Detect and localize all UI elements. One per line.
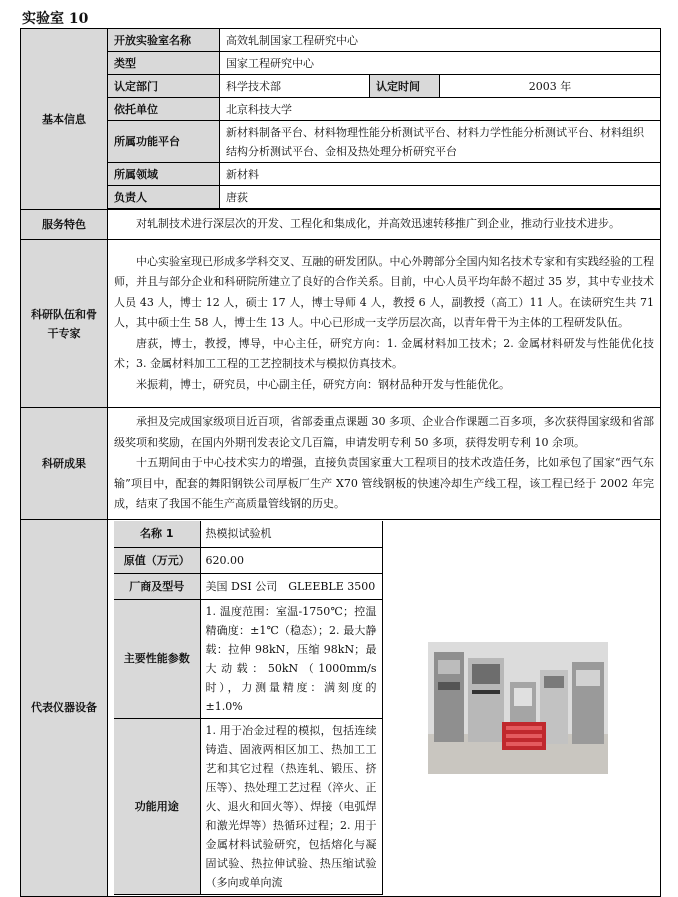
leader-label: 负责人 bbox=[108, 186, 220, 209]
unit-value: 北京科技大学 bbox=[220, 98, 661, 121]
unit-label: 依托单位 bbox=[108, 98, 220, 121]
platform-label: 所属功能平台 bbox=[108, 121, 220, 163]
platform-value: 新材料制备平台、材料物理性能分析测试平台、材料力学性能分析测试平台、材料组织结构分析测试平台、金相及热处理分析研究平台 bbox=[220, 121, 661, 163]
team-paragraph: 中心实验室现已形成多学科交叉、互融的研发团队。中心外聘部分全国内知名技术专家和有实践经验的工程师，并且与部分企业和科研院所建立了良好的合作关系。目前，中心人员平均年龄不超过 35 岁，其中专业技术人员 43 人，博士 12 人，硕士 17 人，博士导师 4 人，教授 6 人，副教授（高工）11 人。在读研究生共 71 人，其中硕士生 58 人，博士生 13 人。中心已形成一支学历层次高，以青年骨干为主体的工程研发队伍。 bbox=[114, 254, 655, 330]
field-label: 所属领域 bbox=[108, 163, 220, 186]
equip-price-label: 原值（万元） bbox=[114, 547, 200, 573]
features-paragraph: 对轧制技术进行深层次的开发、工程化和集成化，并高效迅速转移推广到企业，推动行业技术进步。 bbox=[136, 217, 620, 231]
equipment-cell bbox=[108, 520, 661, 897]
dept-label: 认定部门 bbox=[108, 75, 220, 98]
section-basic-info: 基本信息 bbox=[21, 29, 108, 210]
equipment-photo bbox=[428, 642, 608, 774]
section-features: 服务特色 bbox=[21, 210, 108, 240]
page-title: 实验室 10 bbox=[22, 11, 89, 27]
equip-use-value: 1. 用于冶金过程的模拟，包括连续铸造、固液两相区加工、热加工工艺和其它过程（热连轧、锻压、挤压等）、热处理工艺过程（淬火、正火、退火和回火等）、焊接（电弧焊和激光焊等）热循环过程；2. 用于金属材料试验研究，包括熔化与凝固试验、热拉伸试验、热压缩试验（多向或单向流 bbox=[200, 718, 382, 894]
lab-info-table bbox=[20, 28, 661, 897]
results-paragraph: 承担及完成国家级项目近百项，省部委重点课题 30 多项、企业合作课题二百多项，多次获得国家级和省部级奖项和奖励，在国内外期刊发表论文几百篇，申请发明专利 50 多项，获得发明专利 10 余项。 bbox=[114, 415, 655, 449]
lab-name-value: 高效轧制国家工程研究中心 bbox=[220, 29, 661, 52]
section-results: 科研成果 bbox=[21, 408, 108, 520]
time-value: 2003 年 bbox=[440, 75, 661, 98]
equip-maker-value: 美国 DSI 公司 GLEEBLE 3500 bbox=[200, 573, 382, 599]
team-paragraph: 米振莉，博士，研究员，中心副主任，研究方向：钢材品种开发与性能优化。 bbox=[136, 377, 510, 391]
equip-name-value: 热模拟试验机 bbox=[200, 521, 382, 547]
features-text bbox=[108, 210, 661, 240]
equip-maker-label: 厂商及型号 bbox=[114, 573, 200, 599]
equip-price-value: 620.00 bbox=[200, 547, 382, 573]
leader-value: 唐荻 bbox=[220, 186, 661, 209]
equipment-photo-icon bbox=[428, 642, 608, 774]
equip-specs-label: 主要性能参数 bbox=[114, 599, 200, 718]
type-value: 国家工程研究中心 bbox=[220, 52, 661, 75]
section-equipment: 代表仪器设备 bbox=[21, 520, 108, 897]
results-text bbox=[108, 408, 661, 520]
equipment-photo-cell bbox=[382, 521, 654, 894]
field-value: 新材料 bbox=[220, 163, 661, 186]
equip-use-label: 功能用途 bbox=[114, 718, 200, 894]
section-team: 科研队伍和骨干专家 bbox=[21, 240, 108, 408]
equip-name-label: 名称 1 bbox=[114, 521, 200, 547]
type-label: 类型 bbox=[108, 52, 220, 75]
team-paragraph: 唐荻，博士，教授，博导，中心主任，研究方向：1. 金属材料加工技术；2. 金属材料研发与性能优化技术；3. 金属材料加工工程的工艺控制技术与模拟仿真技术。 bbox=[114, 336, 655, 371]
dept-value: 科学技术部 bbox=[220, 75, 370, 98]
lab-name-label: 开放实验室名称 bbox=[108, 29, 220, 52]
time-label: 认定时间 bbox=[370, 75, 440, 98]
equipment-table bbox=[114, 521, 654, 895]
equip-specs-value: 1. 温度范围：室温-1750℃；控温精确度：±1℃（稳态）；2. 最大静载：拉伸 98kN，压缩 98kN；最大动载：50kN（1000mm/s 时），力测量精度：满刻度的±1.0% bbox=[200, 599, 382, 718]
results-paragraph: 十五期间由于中心技术实力的增强，直接负责国家重大工程项目的技术改造任务，比如承包了国家“西气东输”项目中，配套的舞阳钢铁公司厚板厂生产 X70 管线钢板的快速冷却生产线工程，该工程已经于 2002 年完成，结束了我国不能生产高质量管线钢的历史。 bbox=[114, 456, 655, 511]
team-text bbox=[108, 240, 661, 408]
